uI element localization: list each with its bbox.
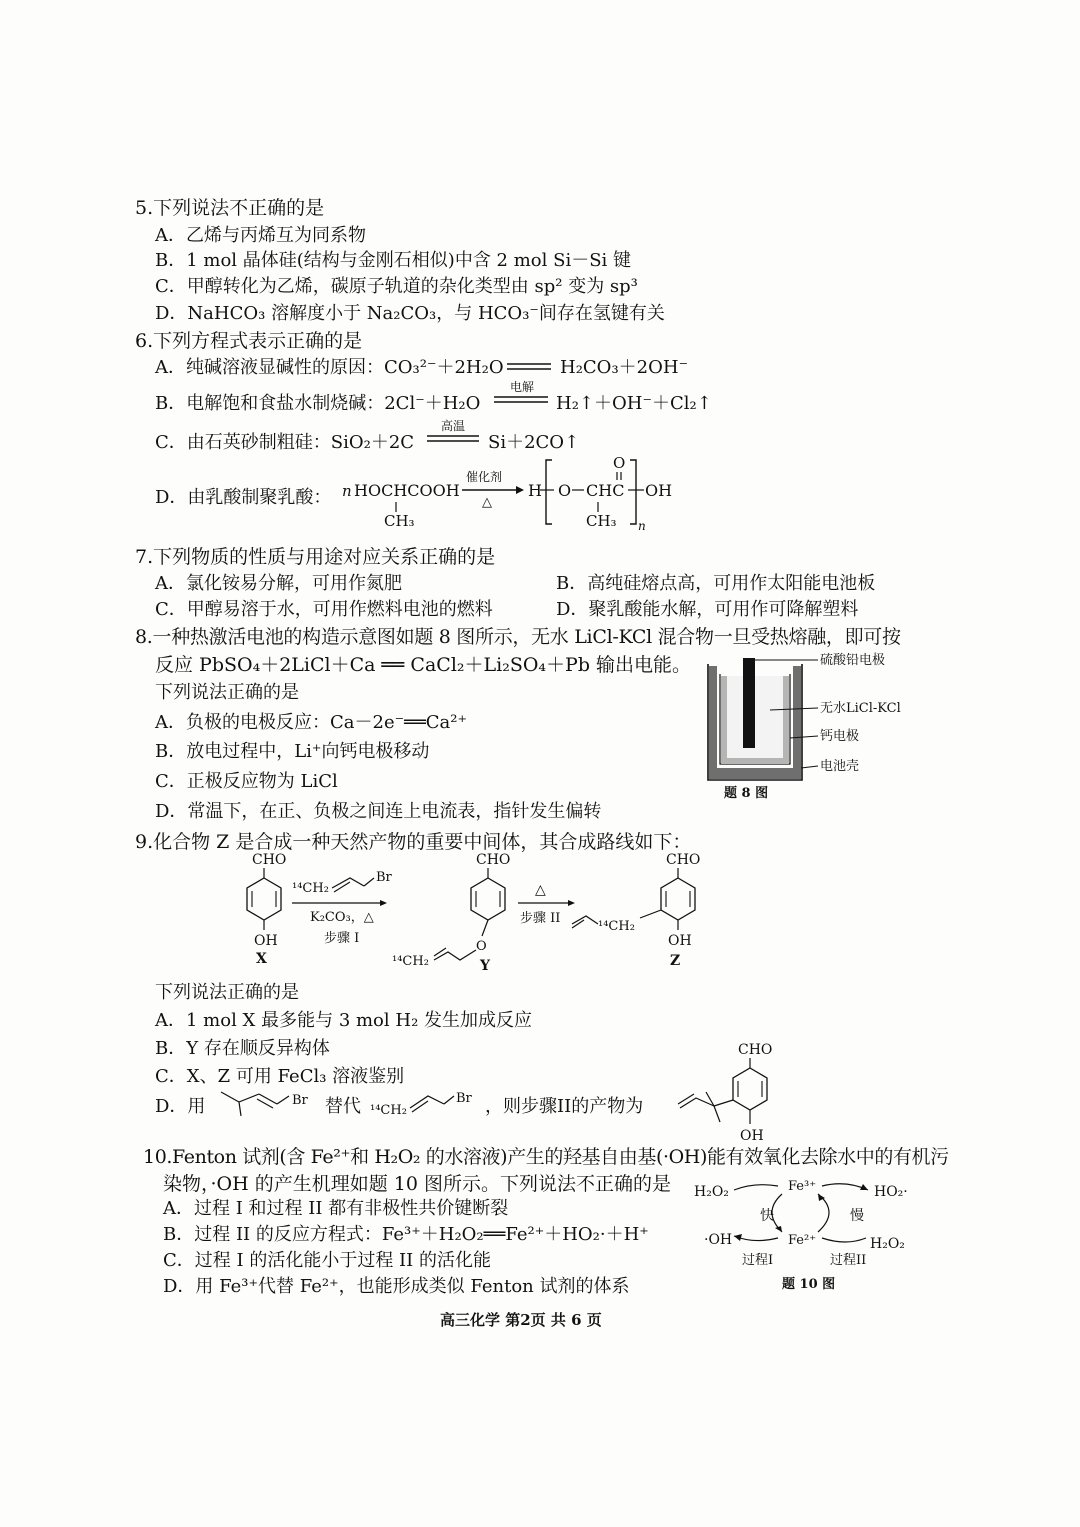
q9-option-a: A．1 mol X 最多能与 3 mol H₂ 发生加成反应	[155, 1010, 533, 1031]
q9-d-br2: Br	[456, 1091, 472, 1106]
q7-stem: 7.下列物质的性质与用途对应关系正确的是	[135, 546, 496, 568]
q6-d-chc: CHC	[586, 481, 625, 500]
q7-option-d: D．聚乳酸能水解，可用作可降解塑料	[556, 599, 859, 620]
q5-stem: 5.下列说法不正确的是	[135, 197, 325, 219]
q9-z-chain: ¹⁴CH₂	[598, 919, 635, 934]
q6-d-h: H	[528, 481, 542, 500]
q9-y-chain: ¹⁴CH₂	[392, 954, 429, 969]
q9-prompt: 下列说法正确的是	[155, 982, 299, 1003]
equals-arrow-c	[425, 432, 483, 446]
q8-label-calcium-electrode: 钙电极	[820, 729, 860, 744]
q9-stem: 9.化合物 Z 是合成一种天然产物的重要中间体，其合成路线如下：	[135, 831, 692, 853]
q9-x-cho: CHO	[252, 852, 287, 868]
q10-ho2: HO₂·	[874, 1184, 908, 1200]
q9-y-o: O	[476, 939, 487, 954]
q6-stem: 6.下列方程式表示正确的是	[135, 330, 363, 352]
q9-option-b: B．Y 存在顺反异构体	[155, 1038, 330, 1059]
q9-step2: 步骤 II	[520, 911, 561, 926]
q9-cond2: △	[535, 882, 546, 898]
q5-option-a: A．乙烯与丙烯互为同系物	[155, 225, 366, 246]
q6-option-c-right: Si＋2CO↑	[488, 432, 580, 453]
q10-h2o2-right: H₂O₂	[870, 1236, 905, 1252]
polylactic-acid-equation	[340, 452, 680, 532]
q6-d-reactant: HOCHCOOH	[354, 481, 460, 500]
q9-step1: 步骤 I	[324, 931, 360, 946]
q9-z-cho: CHO	[666, 852, 701, 868]
q10-stem-line2: 染物，·OH 的产生机理如题 10 图所示。下列说法不正确的是	[163, 1173, 671, 1195]
page-footer: 高三化学 第2页 共 6 页	[440, 1311, 602, 1329]
q8-caption: 题 8 图	[724, 786, 769, 801]
q10-fenton-mechanism-figure	[690, 1172, 920, 1297]
q10-process2: 过程II	[830, 1253, 867, 1268]
q6-option-d-label: D．由乳酸制聚乳酸：	[155, 487, 332, 508]
q10-fe2: Fe²⁺	[788, 1233, 817, 1248]
q7-option-a: A．氯化铵易分解，可用作氮肥	[155, 573, 402, 594]
q9-d-br1: Br	[292, 1093, 308, 1108]
q10-oh-radical: ·OH	[704, 1232, 733, 1248]
q6-d-ch3: CH₃	[384, 512, 415, 530]
q8-stem-line2: 反应 PbSO₄＋2LiCl＋Ca ══ CaCl₂＋Li₂SO₄＋Pb 输出电能。	[155, 654, 692, 676]
q9-option-c: C．X、Z 可用 FeCl₃ 溶液鉴别	[155, 1066, 405, 1087]
q8-label-shell: 电池壳	[820, 759, 860, 774]
q8-prompt: 下列说法正确的是	[155, 682, 299, 703]
q9-option-d-mid: 替代	[325, 1096, 361, 1117]
equals-arrow-a	[505, 360, 555, 374]
q9-label-y: Y	[480, 958, 490, 974]
q9-y-cho: CHO	[476, 852, 511, 868]
q9-reagent-br: Br	[376, 870, 392, 885]
q8-option-c: C．正极反应物为 LiCl	[155, 771, 338, 792]
q6-d-catalyst: 催化剂	[466, 470, 503, 484]
q6-d-n: n	[342, 482, 352, 500]
q10-fe3: Fe³⁺	[788, 1179, 817, 1194]
q9-d-label14: ¹⁴CH₂	[370, 1103, 407, 1118]
q9-d-cho: CHO	[738, 1042, 773, 1058]
q9-label-x: X	[256, 951, 267, 967]
q5-option-d: D．NaHCO₃ 溶解度小于 Na₂CO₃，与 HCO₃⁻间存在氢键有关	[155, 303, 665, 324]
q9-label-z: Z	[670, 953, 681, 969]
q6-option-b-left: B．电解饱和食盐水制烧碱：2Cl⁻＋H₂O	[155, 393, 481, 414]
q6-option-c-left: C．由石英砂制粗硅：SiO₂＋2C	[155, 432, 415, 453]
q6-d-carbonyl-o: O	[613, 454, 626, 472]
q9-d-allyl-bromide	[368, 1082, 478, 1122]
q5-option-b: B．1 mol 晶体硅(结构与金刚石相似)中含 2 mol Si－Si 键	[155, 250, 632, 271]
q10-option-a: A．过程 I 和过程 II 都有非极性共价键断裂	[163, 1198, 509, 1219]
q8-option-b: B．放电过程中，Li⁺向钙电极移动	[155, 741, 430, 762]
q6-d-ch3-2: CH₃	[586, 512, 617, 530]
q7-option-b: B．高纯硅熔点高，可用作太阳能电池板	[556, 573, 876, 594]
equals-arrow-b	[492, 393, 552, 407]
q8-option-a: A．负极的电极反应：Ca－2e⁻══Ca²⁺	[155, 712, 468, 733]
q10-stem-line1: 10.Fenton 试剂(含 Fe²⁺和 H₂O₂ 的水溶液)产生的羟基自由基(·OH)能有效氧化去除水中的有机污	[143, 1146, 949, 1168]
q6-d-heat: △	[482, 495, 492, 510]
q9-d-oh: OH	[740, 1128, 764, 1144]
q8-battery-figure	[700, 650, 940, 805]
q9-option-d-prefix: D．用	[155, 1096, 206, 1117]
q9-reagent: ¹⁴CH₂	[292, 881, 329, 896]
q10-process1: 过程I	[742, 1253, 774, 1268]
q9-synthesis-scheme	[220, 848, 720, 976]
q9-d-product-structure	[672, 1036, 802, 1146]
q8-label-electrolyte: 无水LiCl-KCl	[820, 701, 901, 716]
q6-d-n-sub: n	[638, 519, 646, 532]
q10-slow: 慢	[850, 1208, 864, 1224]
q10-fast: 快	[760, 1208, 774, 1224]
q6-option-a-left: A．纯碱溶液显碱性的原因：CO₃²⁻＋2H₂O	[155, 357, 504, 378]
q5-option-c: C．甲醇转化为乙烯，碳原子轨道的杂化类型由 sp² 变为 sp³	[155, 276, 638, 297]
q8-option-d: D．常温下，在正、负极之间连上电流表，指针发生偏转	[155, 801, 602, 822]
q6-option-a-right: H₂CO₃＋2OH⁻	[560, 357, 689, 378]
q10-caption: 题 10 图	[782, 1277, 836, 1292]
q7-option-c: C．甲醇易溶于水，可用作燃料电池的燃料	[155, 599, 493, 620]
q9-d-prenyl-bromide	[215, 1080, 315, 1120]
q8-label-lead-electrode: 硫酸铅电极	[820, 653, 886, 668]
q6-d-oh: OH	[645, 481, 673, 500]
q6-option-b-right: H₂↑＋OH⁻＋Cl₂↑	[556, 393, 712, 414]
q8-stem-line1: 8.一种热激活电池的构造示意图如题 8 图所示，无水 LiCl-KCl 混合物一旦受热熔融，即可按	[135, 626, 901, 648]
q9-option-d-suffix: ，则步骤II的产物为	[485, 1096, 644, 1117]
q9-z-oh: OH	[668, 933, 692, 949]
q10-option-d: D．用 Fe³⁺代替 Fe²⁺，也能形成类似 Fenton 试剂的体系	[163, 1276, 630, 1297]
q10-option-c: C．过程 I 的活化能小于过程 II 的活化能	[163, 1250, 491, 1271]
q9-cond1: K₂CO₃，△	[310, 910, 374, 925]
q6-c-condition: 高温	[441, 419, 466, 433]
q6-b-condition: 电解	[510, 380, 535, 394]
q9-x-oh: OH	[254, 933, 278, 949]
q10-h2o2-left: H₂O₂	[694, 1184, 729, 1200]
q6-d-o: O	[558, 481, 572, 500]
q10-option-b: B．过程 II 的反应方程式：Fe³⁺＋H₂O₂══Fe²⁺＋HO₂·＋H⁺	[163, 1224, 649, 1245]
